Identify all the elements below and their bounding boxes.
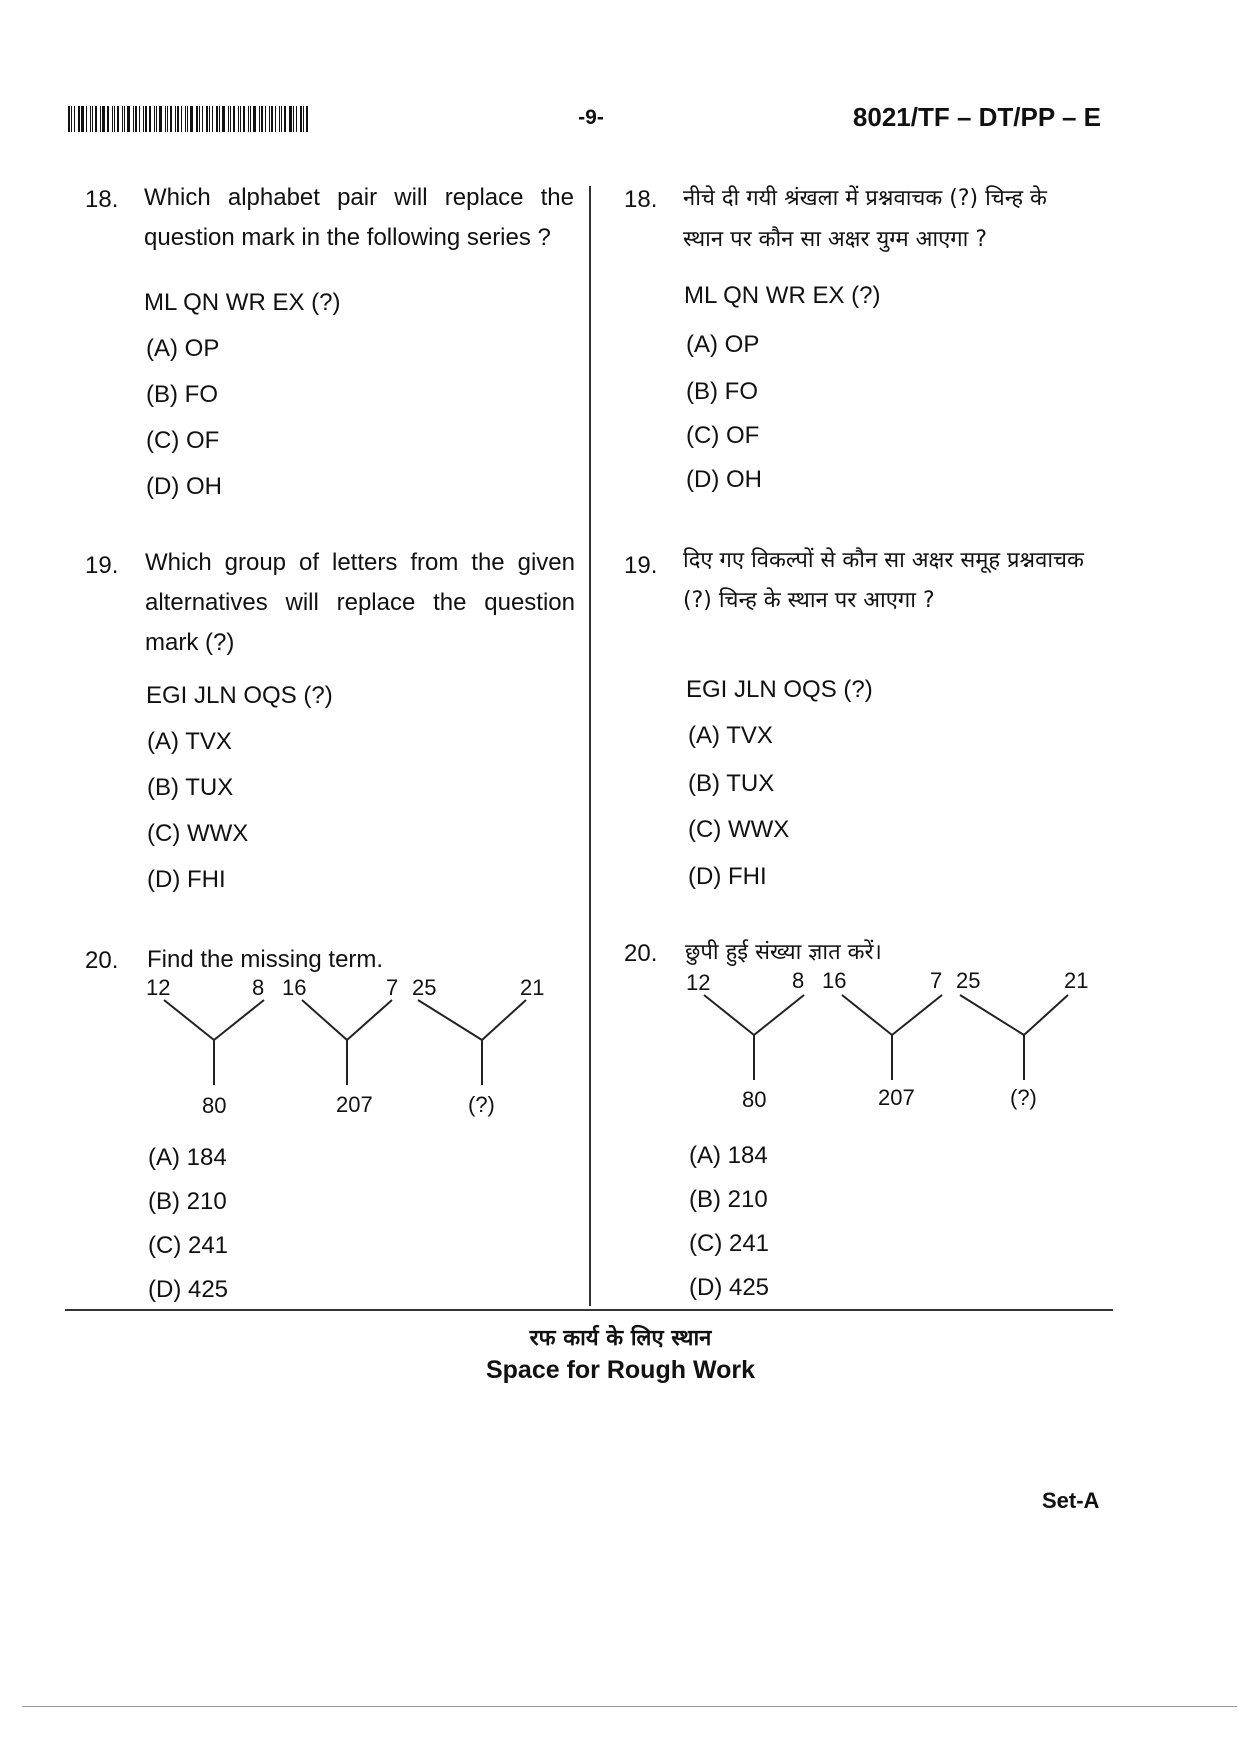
figure-number: 25: [956, 970, 981, 993]
column-divider: [589, 186, 591, 1306]
set-label: Set-A: [1042, 1488, 1100, 1513]
figure-group-2: [282, 975, 398, 1117]
figure-number: 12: [686, 970, 711, 995]
barcode: [68, 106, 312, 132]
paper-code: 8021/TF – DT/PP – E: [852, 102, 1101, 132]
figure-group-2: [822, 970, 942, 1110]
question-text: छुपी हुई संख्या ज्ञात करें।: [685, 940, 882, 965]
section-divider: [65, 1309, 1113, 1311]
question-number: 20.: [85, 947, 119, 974]
question-number: 19.: [85, 552, 119, 579]
rough-work-heading: Space for Rough Work: [485, 1356, 755, 1384]
rough-work-heading-hindi: रफ कार्य के लिए स्थान: [529, 1326, 712, 1351]
number-figure: [140, 975, 560, 1125]
option-c: (C) WWX: [688, 816, 790, 843]
option-d: (D) 425: [689, 1274, 770, 1301]
figure-number: (?): [1010, 1085, 1037, 1110]
option-a: (A) OP: [686, 331, 760, 358]
option-d: (D) 425: [148, 1276, 229, 1303]
figure-number: 207: [336, 1092, 373, 1117]
figure-number: 80: [742, 1087, 767, 1112]
figure-number: 12: [146, 975, 171, 1000]
question-number: 19.: [624, 552, 658, 579]
option-a: (A) 184: [689, 1142, 768, 1169]
question-text-line: नीचे दी गयी श्रंखला में प्रश्नवाचक (?) चिन्ह के: [683, 186, 1047, 211]
figure-number: 25: [412, 975, 437, 1000]
figure-number: 16: [282, 975, 307, 1000]
figure-number: 8: [792, 970, 805, 993]
question-number: 20.: [624, 940, 658, 967]
question-text-line: दिए गए विकल्पों से कौन सा अक्षर समूह प्रश्नवाचक: [683, 548, 1084, 573]
option-a: (A) TVX: [147, 728, 232, 755]
figure-number: 21: [520, 975, 545, 1000]
letter-series: EGI JLN OQS (?): [686, 676, 873, 703]
bottom-rule: [22, 1706, 1237, 1707]
option-b: (B) TUX: [688, 770, 775, 797]
option-d: (D) FHI: [147, 866, 226, 893]
question-text: Which alphabet pair will replace the question mark in the following series ?: [144, 184, 574, 251]
question-text: Find the missing term.: [147, 946, 384, 973]
figure-number: 8: [252, 975, 265, 1000]
option-a: (A) TVX: [688, 722, 773, 749]
option-c: (C) WWX: [147, 820, 249, 847]
figure-number: 207: [878, 1085, 915, 1110]
option-b: (B) 210: [148, 1188, 227, 1215]
letter-series: ML QN WR EX (?): [684, 282, 881, 309]
option-b: (B) TUX: [147, 774, 234, 801]
option-c: (C) 241: [689, 1230, 770, 1257]
question-text-line: स्थान पर कौन सा अक्षर युग्म आएगा ?: [683, 227, 987, 252]
figure-number: 7: [386, 975, 399, 1000]
figure-group-3: [956, 970, 1088, 1110]
letter-series: ML QN WR EX (?): [144, 289, 341, 316]
figure-group-3: [412, 975, 544, 1117]
option-d: (D) OH: [146, 473, 222, 500]
figure-group-1: [146, 975, 264, 1118]
figure-number: 80: [202, 1093, 227, 1118]
question-number: 18.: [85, 186, 119, 213]
figure-group-1: [686, 970, 804, 1112]
figure-number: 7: [930, 970, 943, 993]
option-b: (B) FO: [146, 381, 218, 408]
number-figure: [680, 970, 1100, 1120]
figure-number: 16: [822, 970, 847, 993]
option-c: (C) OF: [146, 427, 220, 454]
option-d: (D) OH: [686, 466, 762, 493]
option-c: (C) 241: [148, 1232, 229, 1259]
option-a: (A) 184: [148, 1144, 227, 1171]
option-b: (B) FO: [686, 378, 758, 405]
page-number: -9-: [578, 106, 604, 129]
question-text: Which group of letters from the given alternatives will replace the question mark (?): [145, 549, 575, 656]
question-text-line: (?) चिन्ह के स्थान पर आएगा ?: [683, 588, 935, 613]
letter-series: EGI JLN OQS (?): [146, 682, 333, 709]
option-a: (A) OP: [146, 335, 220, 362]
figure-number: 21: [1064, 970, 1089, 993]
option-b: (B) 210: [689, 1186, 768, 1213]
option-d: (D) FHI: [688, 863, 767, 890]
question-number: 18.: [624, 186, 658, 213]
figure-number: (?): [468, 1092, 495, 1117]
option-c: (C) OF: [686, 422, 760, 449]
